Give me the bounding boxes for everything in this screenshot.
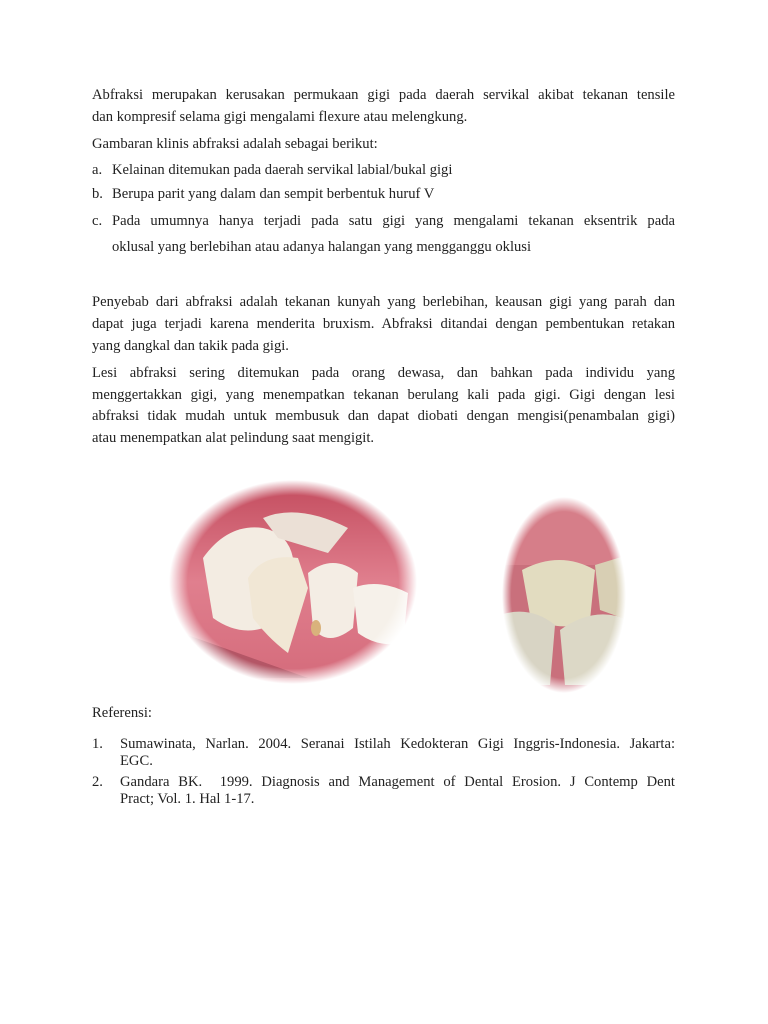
list-text: Kelainan ditemukan pada daerah servikal labial/bukal gigi	[112, 162, 453, 178]
reference-item	[92, 736, 675, 770]
list-item	[92, 159, 675, 181]
paragraph-abfraksi-definition	[92, 84, 675, 128]
text-line: yang dangkal dan takik pada gigi.	[92, 338, 289, 354]
reference-text: EGC.	[120, 753, 153, 769]
reference-item	[92, 774, 675, 808]
list-marker: a.	[92, 162, 103, 178]
abfraction-teeth-photo	[168, 478, 418, 686]
reference-number: 1.	[92, 736, 103, 752]
clinical-intro: Gambaran klinis abfraksi adalah sebagai berikut:	[92, 136, 378, 152]
text-line: dapat juga terjadi karena menderita bruxism. Abfraksi ditandai dengan pembentukan retakan	[92, 316, 675, 332]
reference-text: Gandara BK. 1999. Diagnosis and Management of Dental Erosion. J Contemp Dent	[120, 774, 675, 790]
paragraph-lesions	[92, 362, 675, 449]
list-text: Berupa parit yang dalam dan sempit berbentuk huruf V	[112, 186, 435, 202]
paragraph-causes	[92, 291, 675, 357]
reference-text: Pract; Vol. 1. Hal 1-17.	[120, 791, 255, 807]
text-line: dan kompresif selama gigi mengalami flexure atau melengkung.	[92, 109, 468, 125]
list-marker: c.	[92, 213, 103, 229]
text-line: Lesi abfraksi sering ditemukan pada orang dewasa, dan bahkan pada individu yang	[92, 365, 675, 381]
text-line: Penyebab dari abfraksi adalah tekanan kunyah yang berlebihan, keausan gigi yang parah dan	[92, 294, 675, 310]
list-text: Pada umumnya hanya terjadi pada satu gigi yang mengalami tekanan eksentrik pada	[112, 213, 675, 229]
list-item	[92, 183, 675, 205]
list-item	[92, 210, 675, 258]
references-heading: Referensi:	[92, 705, 152, 721]
list-text: oklusal yang berlebihan atau adanya halangan yang mengganggu oklusi	[112, 239, 532, 255]
abfraction-incisor-photo	[500, 495, 628, 695]
text-line: Abfraksi merupakan kerusakan permukaan gigi pada daerah servikal akibat tekanan tensile	[92, 87, 675, 103]
reference-text: Sumawinata, Narlan. 2004. Seranai Istilah Kedokteran Gigi Inggris-Indonesia. Jakarta:	[120, 736, 675, 752]
text-line: atau menempatkan alat pelindung saat mengigit.	[92, 429, 375, 446]
text-line: abfraksi tidak mudah untuk membusuk dan dapat diobati dengan mengisi(penambalan gigi)	[92, 408, 675, 424]
text-line: menggertakkan gigi, yang menempatkan tekanan berulang kali pada gigi. Gigi dengan lesi	[92, 386, 675, 403]
list-marker: b.	[92, 186, 103, 202]
reference-number: 2.	[92, 774, 103, 790]
